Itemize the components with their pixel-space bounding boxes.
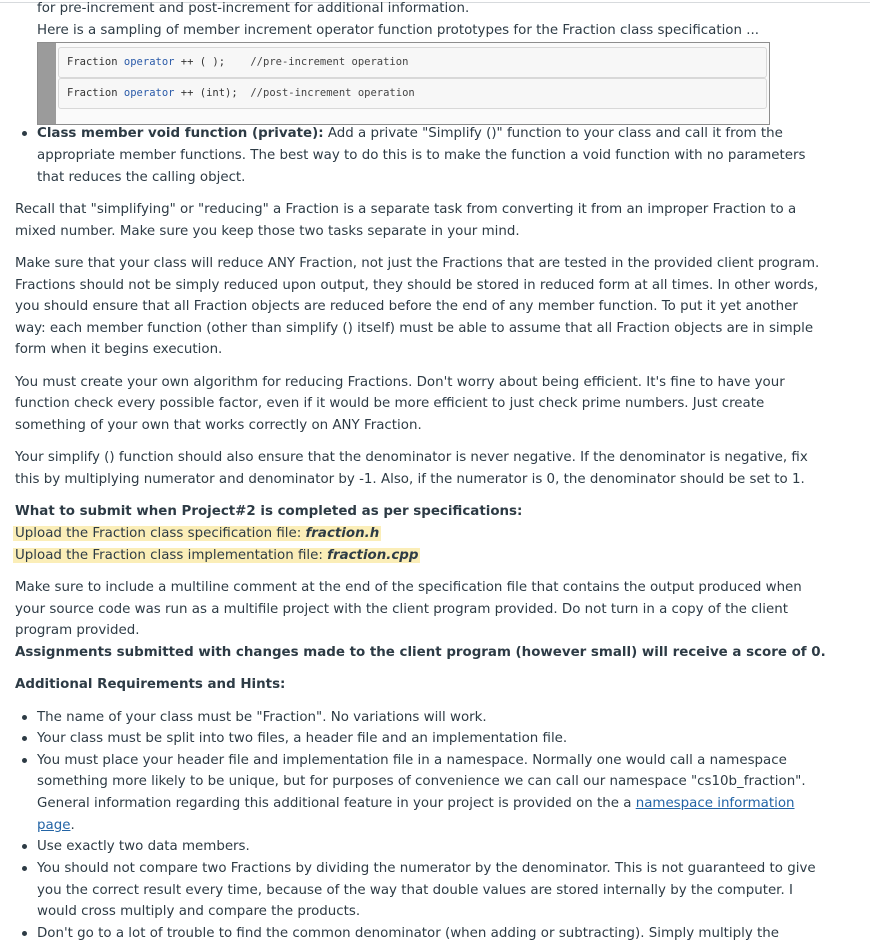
highlight — [13, 526, 381, 541]
submit-heading: What to submit when Project#2 is completed as per specifications: — [15, 504, 523, 519]
code-comment: //pre-increment operation — [250, 56, 409, 68]
code-type: Fraction — [67, 56, 118, 68]
requirement-namespace-line-3 — [37, 793, 795, 814]
client-program-warning: Assignments submitted with changes made to the client program (however small) will receive a score of 0. — [15, 645, 826, 660]
recall-paragraph-line-2: mixed number. Make sure you keep those two tasks separate in your mind. — [15, 224, 520, 239]
simplify-bullet — [37, 123, 783, 144]
submit-item-header — [15, 523, 381, 544]
code-keyword: operator — [123, 87, 175, 99]
submit-item-implementation-text: Upload the Fraction class implementation file: — [15, 548, 328, 563]
namespace-information-link[interactable]: namespace information — [635, 796, 795, 811]
requirement-compare-line-2: you the correct result every time, because of the way that double values are stored internally by the computer. I — [37, 883, 793, 898]
requirement-compare: You should not compare two Fractions by dividing the numerator by the denominator. This is not guaranteed to give — [37, 858, 816, 879]
code-signature: ++ ( ); — [174, 56, 226, 68]
code-block-bar — [38, 43, 56, 124]
period: . — [70, 818, 75, 833]
requirement-namespace-line-2: something more likely to be unique, but for purposes of convenience we can call our namespace "cs10b_fraction". — [37, 774, 806, 789]
reduce-paragraph-line-3: you should ensure that all Fraction objects are reduced before the end of any member function. To put it yet another — [15, 299, 798, 314]
simplify-bullet-line-3: that reduces the calling object. — [37, 170, 246, 185]
reduce-paragraph-line-2: Fractions should not be simply reduced upon output, they should be stored in reduced form at all times. In other words, — [15, 278, 819, 293]
algorithm-paragraph-line-3: something of your own that works correctly on ANY Fraction. — [15, 418, 422, 433]
requirement-class-name: The name of your class must be "Fraction". No variations will work. — [37, 707, 487, 728]
implementation-file-name: fraction.cpp — [327, 548, 419, 563]
code-line-pre-increment — [58, 47, 767, 78]
simplify-bullet-text: Add a private "Simplify ()" function to your class and call it from the — [323, 126, 783, 141]
comment-paragraph-line-1: Make sure to include a multiline comment at the end of the specification file that contains the output produced when — [15, 580, 802, 595]
recall-paragraph-line-1: Recall that "simplifying" or "reducing" a Fraction is a separate task from converting it from an improper Fraction to a — [15, 202, 797, 217]
algorithm-paragraph-line-2: function check every possible factor, even if it would be more efficient to just check prime numbers. Just create — [15, 396, 765, 411]
highlight — [13, 548, 420, 563]
requirement-namespace-text: General information regarding this additional feature in your project is provided on the a — [37, 796, 636, 811]
requirement-data-members: Use exactly two data members. — [37, 836, 250, 857]
requirement-two-files: Your class must be split into two files, a header file and an implementation file. — [37, 728, 567, 749]
reduce-paragraph-line-1: Make sure that your class will reduce ANY Fraction, not just the Fractions that are tested in the provided client program. — [15, 256, 820, 271]
algorithm-paragraph-line-1: You must create your own algorithm for reducing Fractions. Don't worry about being efficient. It's fine to have your — [15, 375, 785, 390]
intro-line-2: Here is a sampling of member increment operator function prototypes for the Fraction class specification ... — [37, 23, 760, 38]
code-block — [37, 42, 770, 125]
simplify-bullet-line-2: appropriate member functions. The best way to do this is to make the function a void function with no parameters — [37, 148, 806, 163]
submit-item-implementation — [15, 545, 420, 566]
reduce-paragraph-line-5: form when it begins execution. — [15, 342, 223, 357]
intro-line-1: for pre-increment and post-increment for additional information. — [37, 1, 470, 16]
requirement-compare-line-3: would cross multiply and compare the products. — [37, 904, 361, 919]
code-keyword: operator — [123, 56, 175, 68]
negative-paragraph-line-2: this by multiplying numerator and denominator by -1. Also, if the numerator is 0, the denominator should be set to 1. — [15, 472, 805, 487]
code-signature: ++ (int); — [174, 87, 238, 99]
requirement-namespace: You must place your header file and implementation file in a namespace. Normally one would call a namespace — [37, 750, 787, 771]
requirement-namespace-line-4 — [37, 815, 75, 836]
namespace-page-link[interactable]: page — [37, 818, 71, 833]
comment-paragraph-line-3: program provided. — [15, 623, 140, 638]
requirement-common-denominator: Don't go to a lot of trouble to find the common denominator (when adding or subtracting). Simply multiply the — [37, 923, 779, 944]
header-file-name: fraction.h — [305, 526, 380, 541]
comment-paragraph-line-2: your source code was run as a multifile project with the client program provided. Do not turn in a copy of the client — [15, 602, 788, 617]
submit-item-header-text: Upload the Fraction class specification file: — [15, 526, 306, 541]
reduce-paragraph-line-4: way: each member function (other than simplify () itself) must be able to assume that all Fraction objects are in simple — [15, 321, 814, 336]
simplify-bullet-label: Class member void function (private): — [37, 126, 324, 141]
code-line-post-increment — [58, 78, 767, 109]
additional-heading: Additional Requirements and Hints: — [15, 677, 286, 692]
negative-paragraph-line-1: Your simplify () function should also ensure that the denominator is never negative. If the denominator is negative, fix — [15, 450, 808, 465]
code-type: Fraction — [67, 87, 118, 99]
code-comment: //post-increment operation — [250, 87, 415, 99]
